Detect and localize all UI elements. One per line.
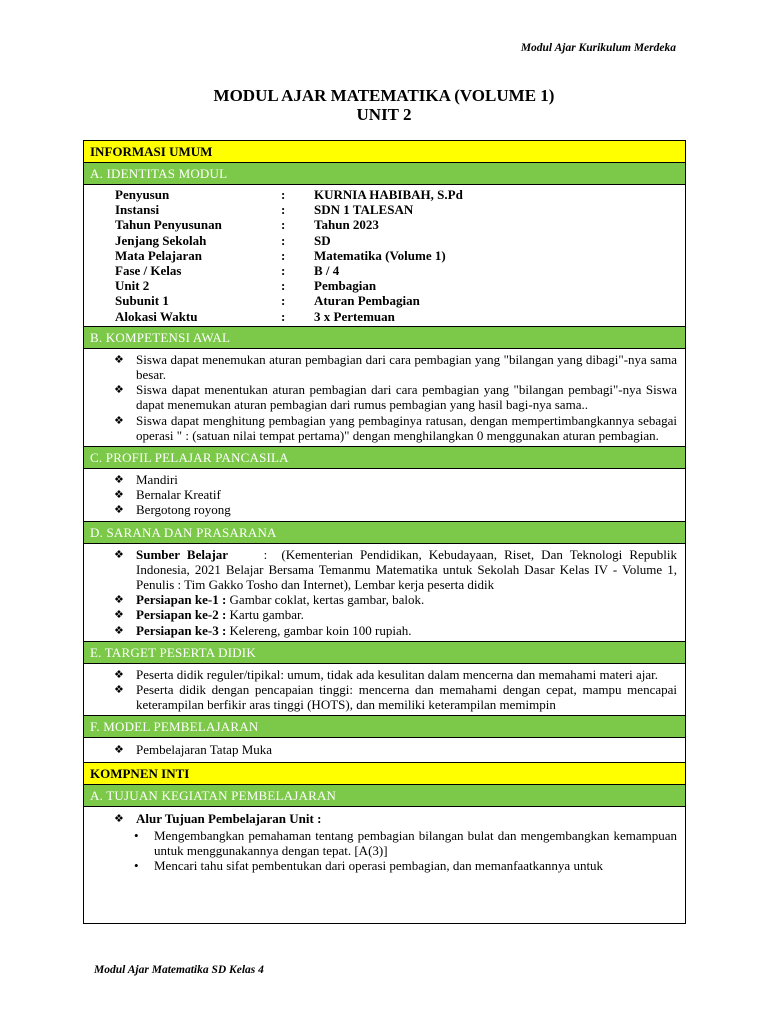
profil-list xyxy=(84,472,677,518)
list-item xyxy=(136,811,677,826)
model-heading: F. MODEL PEMBELAJARAN xyxy=(84,716,685,738)
tujuan-section xyxy=(84,807,685,877)
identitas-colon: : xyxy=(281,308,286,324)
kompetensi-list xyxy=(84,352,677,443)
identitas-value: 3 x Pertemuan xyxy=(314,308,395,324)
identitas-row xyxy=(115,278,463,293)
title-line-1: MODUL AJAR MATEMATIKA (VOLUME 1) xyxy=(213,86,555,105)
list-item: ❖ Peserta didik dengan pencapaian tinggi: mencerna dan memahami dengan cepat, mampu mencapai keterampilan berfikir aras tinggi (HOTS), dan memiliki keterampilan memimpin xyxy=(136,682,677,712)
list-item: ❖ Peserta didik reguler/tipikal: umum, tidak ada kesulitan dalam mencerna dan memahami materi ajar. xyxy=(136,667,677,682)
identitas-colon: : xyxy=(281,293,286,309)
tujuan-subheading: Alur Tujuan Pembelajaran Unit : xyxy=(136,810,322,826)
module-table xyxy=(83,140,686,924)
list-item: • Mencari tahu sifat pembentukan dari operasi pembagian, dan memanfaatkannya untuk xyxy=(154,858,677,873)
sarana-label: Persiapan ke-3 : xyxy=(136,622,227,638)
identitas-colon: : xyxy=(281,217,286,233)
identitas-row xyxy=(115,187,463,202)
identitas-key: Penyusun xyxy=(115,187,170,202)
identitas-colon: : xyxy=(281,187,286,202)
identitas-key: Unit 2 xyxy=(115,278,150,294)
identitas-row xyxy=(115,263,463,278)
target-section xyxy=(84,664,685,717)
identitas-value: KURNIA HABIBAH, S.Pd xyxy=(314,187,463,202)
sarana-text: (Kementerian Pendidikan, Kebudayaan, Riset, Dan Teknologi Republik Indonesia, 2021 Belajar Bersama Temanmu Matematika untuk Sekolah Dasar Kelas IV - Volume 1, Penulis : Tim Gakko Tosho dan Internet), Lembar kerja peserta didik xyxy=(136,546,677,593)
identitas-value: Pembagian xyxy=(314,278,377,294)
list-item xyxy=(136,592,677,607)
kompetensi-heading: B. KOMPETENSI AWAL xyxy=(84,327,685,349)
title-line-2: UNIT 2 xyxy=(356,105,412,124)
tujuan-list xyxy=(84,811,677,826)
list-item xyxy=(136,607,677,622)
sarana-sep: : xyxy=(228,546,282,562)
identitas-heading: A. IDENTITAS MODUL xyxy=(84,163,685,185)
list-item: ❖ Bergotong royong xyxy=(136,502,677,517)
identitas-key: Instansi xyxy=(115,202,160,218)
informasi-umum-heading: INFORMASI UMUM xyxy=(84,141,685,163)
identitas-value: SDN 1 TALESAN xyxy=(314,202,414,218)
identitas-colon: : xyxy=(281,232,286,248)
sarana-label: Persiapan ke-2 : xyxy=(136,607,227,623)
list-item: ❖ Siswa dapat menghitung pembagian yang pembaginya ratusan, dengan mempertimbangkannya sebagai operasi " : (satuan nilai tempat pertama)" dengan menghilangkan 0 menggunakan aturan pembagian. xyxy=(136,413,677,443)
sarana-text: Kelereng, gambar koin 100 rupiah. xyxy=(229,622,412,638)
target-heading: E. TARGET PESERTA DIDIK xyxy=(84,642,685,664)
sarana-text: Kartu gambar. xyxy=(229,607,304,623)
sarana-text: Gambar coklat, kertas gambar, balok. xyxy=(229,592,425,608)
identitas-key: Jenjang Sekolah xyxy=(115,232,207,248)
identitas-row xyxy=(115,202,463,217)
list-item xyxy=(136,547,677,593)
identitas-row xyxy=(115,233,463,248)
identitas-value: Aturan Pembagian xyxy=(314,293,420,309)
list-item: ❖ Siswa dapat menentukan aturan pembagian dari cara pembagian yang "bilangan pembagi"-nya Siswa dapat menemukan aturan pembagian dari rumus pembagian yang hasil bagi-nya sama.. xyxy=(136,382,677,412)
identitas-section xyxy=(84,185,685,327)
identitas-value: Tahun 2023 xyxy=(314,217,379,233)
model-list xyxy=(84,742,677,757)
identitas-key: Subunit 1 xyxy=(115,293,169,309)
model-section xyxy=(84,738,685,762)
running-footer: Modul Ajar Matematika SD Kelas 4 xyxy=(94,964,264,976)
identitas-key: Alokasi Waktu xyxy=(115,308,198,324)
target-list xyxy=(84,667,677,713)
sarana-section xyxy=(84,544,685,642)
identitas-colon: : xyxy=(281,247,286,263)
identitas-row xyxy=(115,248,463,263)
identitas-colon: : xyxy=(281,263,286,279)
identitas-colon: : xyxy=(281,278,286,294)
list-item: ❖ Siswa dapat menemukan aturan pembagian dari cara pembagian yang "bilangan yang dibagi"-nya sama besar. xyxy=(136,352,677,382)
identitas-colon: : xyxy=(281,202,286,218)
running-header: Modul Ajar Kurikulum Merdeka xyxy=(520,42,676,54)
identitas-row xyxy=(115,309,463,324)
identitas-value: SD xyxy=(314,232,331,248)
kompetensi-section xyxy=(84,349,685,447)
list-item: • Mengembangkan pemahaman tentang pembagian bilangan bulat dan mengembangkan kemampuan untuk menggunakannya dengan tepat. [A(3)] xyxy=(154,828,677,858)
komponen-inti-heading: KOMPNEN INTI xyxy=(84,763,685,785)
sarana-label: Sumber Belajar xyxy=(136,546,229,562)
tujuan-points xyxy=(84,828,677,874)
sarana-heading: D. SARANA DAN PRASARANA xyxy=(84,522,685,544)
identitas-key: Mata Pelajaran xyxy=(115,247,203,263)
identitas-row xyxy=(115,217,463,232)
identitas-value: Matematika (Volume 1) xyxy=(314,247,446,263)
identitas-key: Fase / Kelas xyxy=(115,263,182,279)
sarana-label: Persiapan ke-1 : xyxy=(136,592,227,608)
identitas-row xyxy=(115,293,463,308)
tujuan-heading: A. TUJUAN KEGIATAN PEMBELAJARAN xyxy=(84,785,685,807)
list-item: ❖ Pembelajaran Tatap Muka xyxy=(136,742,677,757)
page-title xyxy=(0,86,768,124)
list-item xyxy=(136,623,677,638)
identitas-table xyxy=(115,187,463,324)
identitas-value: B / 4 xyxy=(314,263,340,279)
profil-section xyxy=(84,469,685,522)
sarana-list xyxy=(84,547,677,638)
identitas-key: Tahun Penyusunan xyxy=(115,217,222,233)
list-item: ❖ Bernalar Kreatif xyxy=(136,487,677,502)
list-item: ❖ Mandiri xyxy=(136,472,677,487)
profil-heading: C. PROFIL PELAJAR PANCASILA xyxy=(84,447,685,469)
